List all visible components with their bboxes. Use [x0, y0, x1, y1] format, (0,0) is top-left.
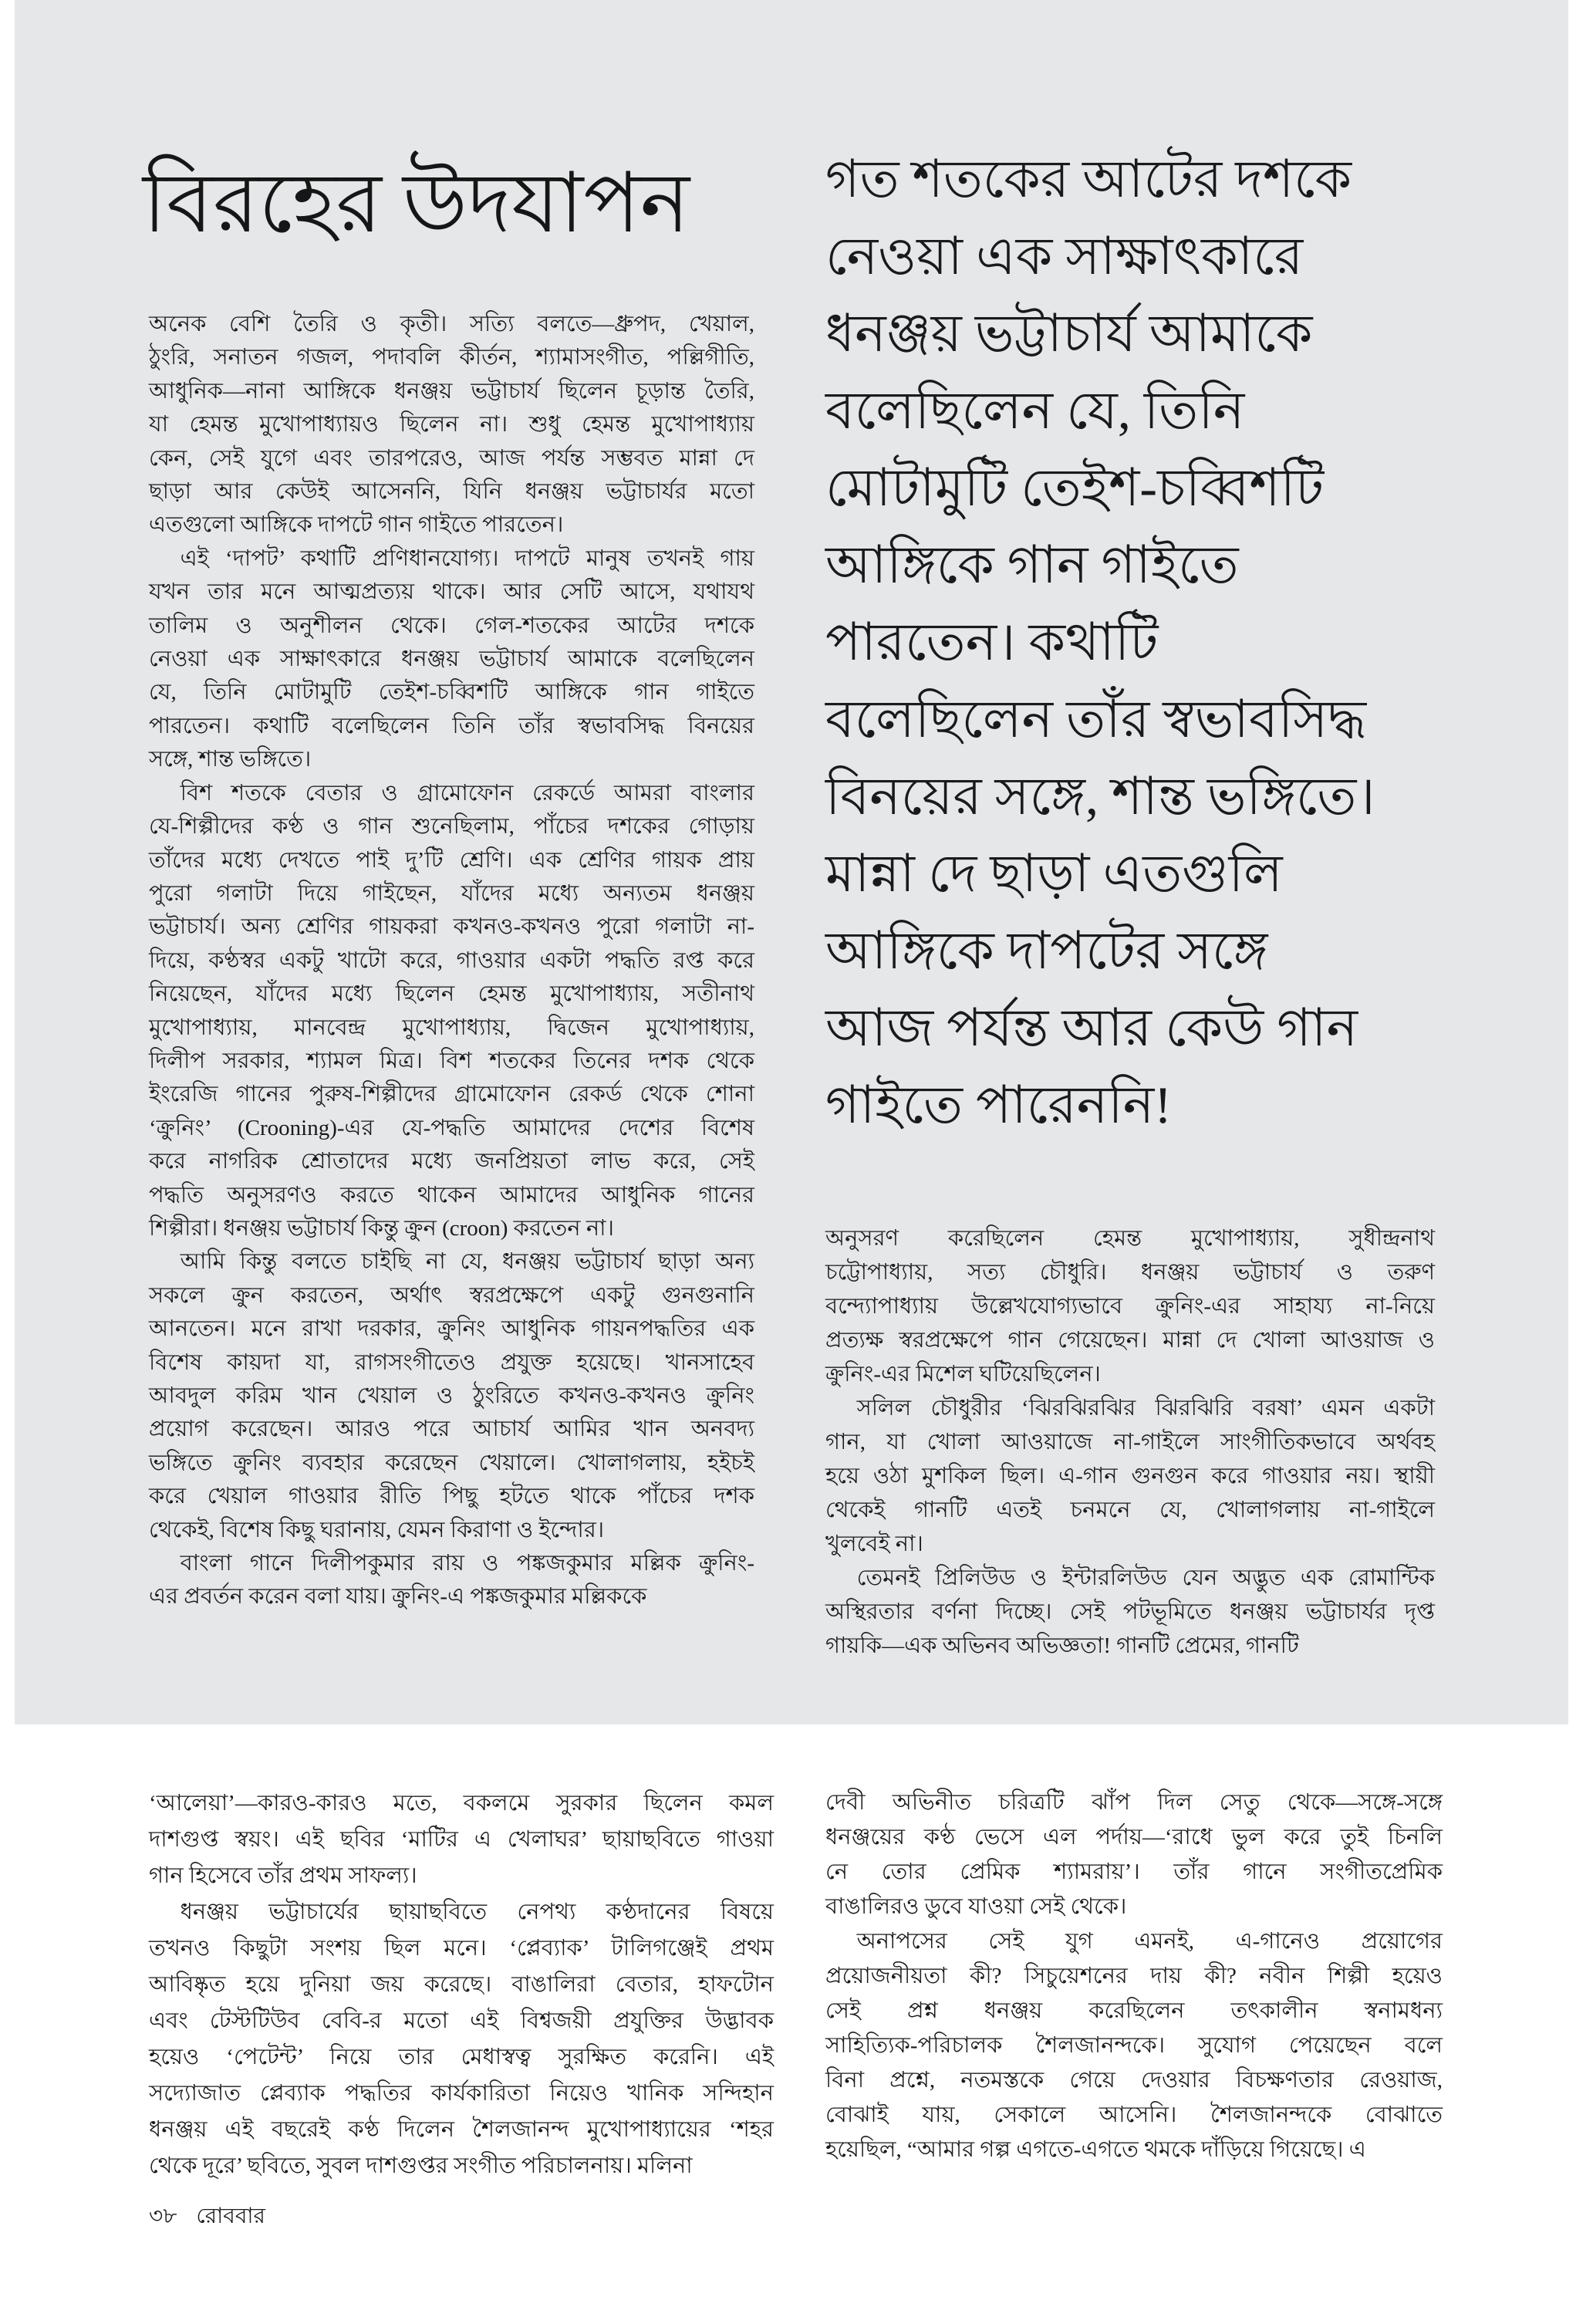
text-line: পারতেন। কথাটি বলেছিলেন তিনি তাঁর স্বভাবসিদ্ধ বিনয়ের: [149, 713, 754, 738]
pull-quote-line: বলেছিলেন যে, তিনি: [825, 381, 1245, 440]
text-line: যে-শিল্পীদের কণ্ঠ ও গান শুনেছিলাম, পাঁচের দশকের গোড়ায়: [149, 814, 754, 839]
text-line: করে নাগরিক শ্রোতাদের মধ্যে জনপ্রিয়তা লাভ করে, সেই: [149, 1149, 754, 1174]
text-line: ঠুংরি, সনাতন গজল, পদাবলি কীর্তন, শ্যামাসংগীত, পল্লিগীতি,: [149, 345, 754, 370]
body-column-bottom-left: [149, 1785, 774, 2184]
text-line: বোঝাই যায়, সেকালে আসেনি। শৈলজানন্দকে বোঝাতে: [825, 2103, 1443, 2127]
text-line: করে খেয়াল গাওয়ার রীতি পিছু হটতে থাকে পাঁচের দশক: [149, 1484, 754, 1509]
pull-quote: [825, 140, 1443, 1143]
paragraph: [149, 542, 754, 777]
text-line: ক্রুনিং-এর মিশেল ঘটিয়েছিলেন।: [825, 1362, 1101, 1387]
text-line: ‘আলেয়া’—কারও-কারও মতে, বকলমে সুরকার ছিলেন কমল: [149, 1791, 774, 1816]
body-column-left-top: [149, 308, 754, 1614]
text-line: তালিম ও অনুশীলন থেকে। গেল-শতকের আটের দশকে: [149, 613, 754, 638]
text-line: অনেক বেশি তৈরি ও কৃতী। সত্যি বলতে—ধ্রুপদ, খেয়াল,: [149, 312, 754, 336]
text-line: সঙ্গে, শান্ত ভঙ্গিতে।: [149, 747, 312, 772]
page-number: ৩৮: [149, 2204, 177, 2228]
text-line: যে, তিনি মোটামুটি তেইশ-চব্বিশটি আঙ্গিকে গান গাইতে: [149, 680, 754, 705]
text-line: দেবী অভিনীত চরিত্রটি ঝাঁপ দিল সেতু থেকে—সঙ্গে-সঙ্গে: [825, 1790, 1443, 1815]
text-line: অনাপসের সেই যুগ এমনই, এ-গানেও প্রয়োগের: [856, 1929, 1443, 1954]
text-line: হয়েছিল, “আমার গল্প এগতে-এগতে থমকে দাঁড়িয়ে গিয়েছে। এ: [825, 2137, 1366, 2162]
text-line: হয়েও ‘পেটেন্ট’ নিয়ে তার মেধাস্বত্ব সুরক্ষিত করেনি। এই: [149, 2045, 774, 2069]
text-line: গান, যা খোলা আওয়াজে না-গাইলে সাংগীতিকভাবে অর্থবহ: [825, 1430, 1435, 1454]
body-column-bottom-right: [825, 1785, 1443, 2167]
text-line: এর প্রবর্তন করেন বলা যায়। ক্রুনিং-এ পঙ্কজকুমার মল্লিককে: [149, 1584, 647, 1610]
text-line: সলিল চৌধুরীর ‘ঝিরঝিরঝির ঝিরঝিরি বরষা’ এমন একটা: [856, 1396, 1435, 1420]
text-line: থেকে দূরে’ ছবিতে, সুবল দাশগুপ্তর সংগীত পরিচালনায়। মলিনা: [149, 2153, 693, 2178]
paragraph: [825, 1785, 1443, 1924]
pull-quote-line: ধনঞ্জয় ভট্টাচার্য আমাকে: [825, 304, 1313, 363]
text-line: প্রয়োগ করেছেন। আরও পরে আচার্য আমির খান অনবদ্য: [149, 1417, 754, 1442]
paragraph: [825, 1561, 1435, 1663]
text-line: গায়কি—এক অভিনব অভিজ্ঞতা! গানটি প্রেমের, গানটি: [825, 1633, 1299, 1658]
text-line: আবিষ্কৃত হয়ে দুনিয়া জয় করেছে। বাঙালিরা বেতার, হাফটোন: [149, 1972, 774, 1997]
paragraph: [149, 777, 754, 1246]
pull-quote-line: আঙ্গিকে দাপটের সঙ্গে: [825, 921, 1268, 980]
text-line: হয়ে ওঠা মুশকিল ছিল। এ-গান গুনগুন করে গাওয়ার নয়। স্থায়ী: [825, 1464, 1435, 1488]
text-line: সকলে ক্রুন করতেন, অর্থাৎ স্বরপ্রক্ষেপে একটু গুনগুনানি: [149, 1282, 754, 1308]
body-column-right-top-section: [825, 1221, 1435, 1663]
text-line: প্রত্যক্ষ স্বরপ্রক্ষেপে গান গেয়েছেন। মান্না দে খোলা আওয়াজ ও: [825, 1328, 1435, 1353]
paragraph: [149, 1785, 774, 1894]
text-line: নেওয়া এক সাক্ষাৎকারে ধনঞ্জয় ভট্টাচার্য আমাকে বলেছিলেন: [149, 647, 754, 672]
pull-quote-line: নেওয়া এক সাক্ষাৎকারে: [825, 227, 1304, 285]
text-line: সদ্যোজাত প্লেব্যাক পদ্ধতির কার্যকারিতা নিয়েও খানিক সন্দিহান: [149, 2081, 774, 2106]
text-line: যা হেমন্ত মুখোপাধ্যায়ও ছিলেন না। শুধু হেমন্ত মুখোপাধ্যায়: [149, 412, 754, 437]
page-footer: [149, 2199, 279, 2235]
text-line: থেকেই গানটি এতই চনমনে যে, খোলাগলায় না-গাইলে: [825, 1498, 1435, 1522]
text-line: নিয়েছেন, যাঁদের মধ্যে ছিলেন হেমন্ত মুখোপাধ্যায়, সতীনাথ: [149, 981, 754, 1007]
text-line: ছাড়া আর কেউই আসেননি, যিনি ধনঞ্জয় ভট্টাচার্যর মতো: [149, 479, 754, 505]
text-line: দিয়ে, কণ্ঠস্বর একটু খাটো করে, গাওয়ার একটা পদ্ধতি রপ্ত করে: [149, 948, 754, 973]
text-line: আনতেন। মনে রাখা দরকার, ক্রুনিং আধুনিক গায়নপদ্ধতির এক: [149, 1316, 754, 1342]
text-line: ‘ক্রুনিং’ (Crooning)-এর যে-পদ্ধতি আমাদের দেশের বিশেষ: [149, 1115, 754, 1140]
text-line: বিশ শতকে বেতার ও গ্রামোফোন রেকর্ডে আমরা বাংলার: [180, 780, 754, 806]
text-line: নে তোর প্রেমিক শ্যামরায়’। তাঁর গানে সংগীতপ্রেমিক: [825, 1860, 1443, 1884]
text-line: বাংলা গানে দিলীপকুমার রায় ও পঙ্কজকুমার মল্লিক ক্রুনিং-: [180, 1551, 754, 1576]
text-line: ধনঞ্জয় ভট্টাচার্যের ছায়াছবিতে নেপথ্য কণ্ঠদানের বিষয়ে: [180, 1900, 774, 1924]
paragraph: [825, 1924, 1443, 2167]
paragraph: [149, 1894, 774, 2184]
text-line: বিশেষ কায়দা যা, রাগসংগীতেও প্রযুক্ত হয়েছে। খানসাহেব: [149, 1349, 754, 1375]
text-line: দিলীপ সরকার, শ্যামল মিত্র। বিশ শতকের তিনের দশক থেকে: [149, 1048, 754, 1073]
text-line: যখন তার মনে আত্মপ্রত্যয় থাকে। আর সেটি আসে, যথাযথ: [149, 579, 754, 605]
pull-quote-line: মান্না দে ছাড়া এতগুলি: [825, 844, 1283, 903]
text-line: তেমনই প্রিলিউড ও ইন্টারলিউড যেন অদ্ভুত এক রোমান্টিক: [856, 1566, 1435, 1590]
text-line: এই ‘দাপট’ কথাটি প্রণিধানযোগ্য। দাপটে মানুষ তখনই গায়: [180, 546, 754, 571]
pull-quote-line: মোটামুটি তেইশ-চব্বিশটি: [825, 458, 1325, 517]
text-line: তখনও কিছুটা সংশয় ছিল মনে। ‘প্লেব্যাক’ টালিগঞ্জেই প্রথম: [149, 1936, 774, 1961]
paragraph: [149, 1547, 754, 1614]
pull-quote-line: আঙ্গিকে গান গাইতে: [825, 535, 1239, 594]
text-line: দাশগুপ্ত স্বয়ং। এই ছবির ‘মাটির এ খেলাঘর’ ছায়াছবিতে গাওয়া: [149, 1827, 774, 1852]
pull-quote-line: বলেছিলেন তাঁর স্বভাবসিদ্ধ: [825, 690, 1367, 748]
text-line: বিনা প্রশ্নে, নতমস্তকে গেয়ে দেওয়ার বিচক্ষণতার রেওয়াজ,: [825, 2068, 1443, 2093]
text-line: সেই প্রশ্ন ধনঞ্জয় করেছিলেন তৎকালীন স্বনামধন্য: [825, 1998, 1443, 2023]
text-line: অস্থিরতার বর্ণনা দিচ্ছে। সেই পটভূমিতে ধনঞ্জয় ভট্টাচার্যর দৃপ্ত: [825, 1599, 1435, 1624]
text-line: পদ্ধতি অনুসরণও করতে থাকেন আমাদের আধুনিক গানের: [149, 1182, 754, 1208]
pull-quote-line: গাইতে পারেননি!: [825, 1076, 1172, 1134]
text-line: আবদুল করিম খান খেয়াল ও ঠুংরিতে কখনও-কখনও ক্রুনিং: [149, 1383, 754, 1408]
pull-quote-line: আজ পর্যন্ত আর কেউ গান: [825, 998, 1358, 1057]
text-line: বন্দ্যোপাধ্যায় উল্লেখযোগ্যভাবে ক্রুনিং-এর সাহায্য না-নিয়ে: [825, 1294, 1435, 1319]
text-line: অনুসরণ করেছিলেন হেমন্ত মুখোপাধ্যায়, সুধীন্দ্রনাথ: [825, 1226, 1435, 1251]
text-line: বাঙালিরও ডুবে যাওয়া সেই থেকে।: [825, 1894, 1127, 1919]
text-line: খুলবেই না।: [825, 1532, 923, 1556]
text-line: আমি কিন্তু বলতে চাইছি না যে, ধনঞ্জয় ভট্টাচার্য ছাড়া অন্য: [180, 1249, 754, 1275]
article-title: বিরহের উদযাপন: [143, 158, 690, 250]
text-line: ধনঞ্জয় এই বছরেই কণ্ঠ দিলেন শৈলজানন্দ মুখোপাধ্যায়ের ‘শহর: [149, 2117, 774, 2142]
text-line: প্রয়োজনীয়তা কী? সিচুয়েশনের দায় কী? নবীন শিল্পী হয়েও: [825, 1964, 1443, 1988]
pull-quote-line: গত শতকের আটের দশকে: [825, 150, 1352, 208]
text-line: সাহিত্যিক-পরিচালক শৈলজানন্দকে। সুযোগ পেয়েছেন বলে: [825, 2033, 1443, 2058]
paragraph: [149, 1245, 754, 1547]
paragraph: [825, 1391, 1435, 1561]
text-line: তাঁদের মধ্যে দেখতে পাই দু’টি শ্রেণি। এক শ্রেণির গায়ক প্রায়: [149, 847, 754, 873]
paragraph: [149, 308, 754, 542]
text-line: থেকেই, বিশেষ কিছু ঘরানায়, যেমন কিরাণা ও ইন্দোর।: [149, 1517, 605, 1542]
text-line: ইংরেজি গানের পুরুষ-শিল্পীদের গ্রামোফোন রেকর্ড থেকে শোনা: [149, 1082, 754, 1107]
text-line: ভঙ্গিতে ক্রুনিং ব্যবহার করেছেন খেয়ালে। খোলাগলায়, হইচই: [149, 1450, 754, 1475]
text-line: শিল্পীরা। ধনঞ্জয় ভট্টাচার্য কিন্তু ক্রুন (croon) করতেন না।: [149, 1215, 614, 1241]
text-line: ভট্টাচার্য। অন্য শ্রেণির গায়করা কখনও-কখনও পুরো গলাটা না-: [149, 914, 754, 940]
magazine-name: রোববার: [196, 2204, 265, 2228]
text-line: মুখোপাধ্যায়, মানবেন্দ্র মুখোপাধ্যায়, দ্বিজেন মুখোপাধ্যায়,: [149, 1015, 754, 1040]
pull-quote-line: বিনয়ের সঙ্গে, শান্ত ভঙ্গিতে।: [825, 767, 1375, 826]
text-line: পুরো গলাটা দিয়ে গাইছেন, যাঁদের মধ্যে অন্যতম ধনঞ্জয়: [149, 880, 754, 906]
text-line: চট্টোপাধ্যায়, সত্য চৌধুরি। ধনঞ্জয় ভট্টাচার্য ও তরুণ: [825, 1260, 1435, 1285]
text-line: এবং টেস্টটিউব বেবি-র মতো এই বিশ্বজয়ী প্রযুক্তির উদ্ভাবক: [149, 2008, 774, 2033]
text-line: এতগুলো আঙ্গিকে দাপটে গান গাইতে পারতেন।: [149, 512, 564, 538]
text-line: ধনঞ্জয়ের কণ্ঠ ভেসে এল পর্দায়—‘রাধে ভুল করে তুই চিনলি: [825, 1825, 1443, 1849]
pull-quote-line: পারতেন। কথাটি: [825, 613, 1159, 671]
text-line: গান হিসেবে তাঁর প্রথম সাফল্য।: [149, 1863, 417, 1888]
text-line: কেন, সেই যুগে এবং তারপরেও, আজ পর্যন্ত সম্ভবত মান্না দে: [149, 445, 754, 471]
paragraph: [825, 1221, 1435, 1391]
text-line: আধুনিক—নানা আঙ্গিকে ধনঞ্জয় ভট্টাচার্য ছিলেন চূড়ান্ত তৈরি,: [149, 378, 754, 404]
